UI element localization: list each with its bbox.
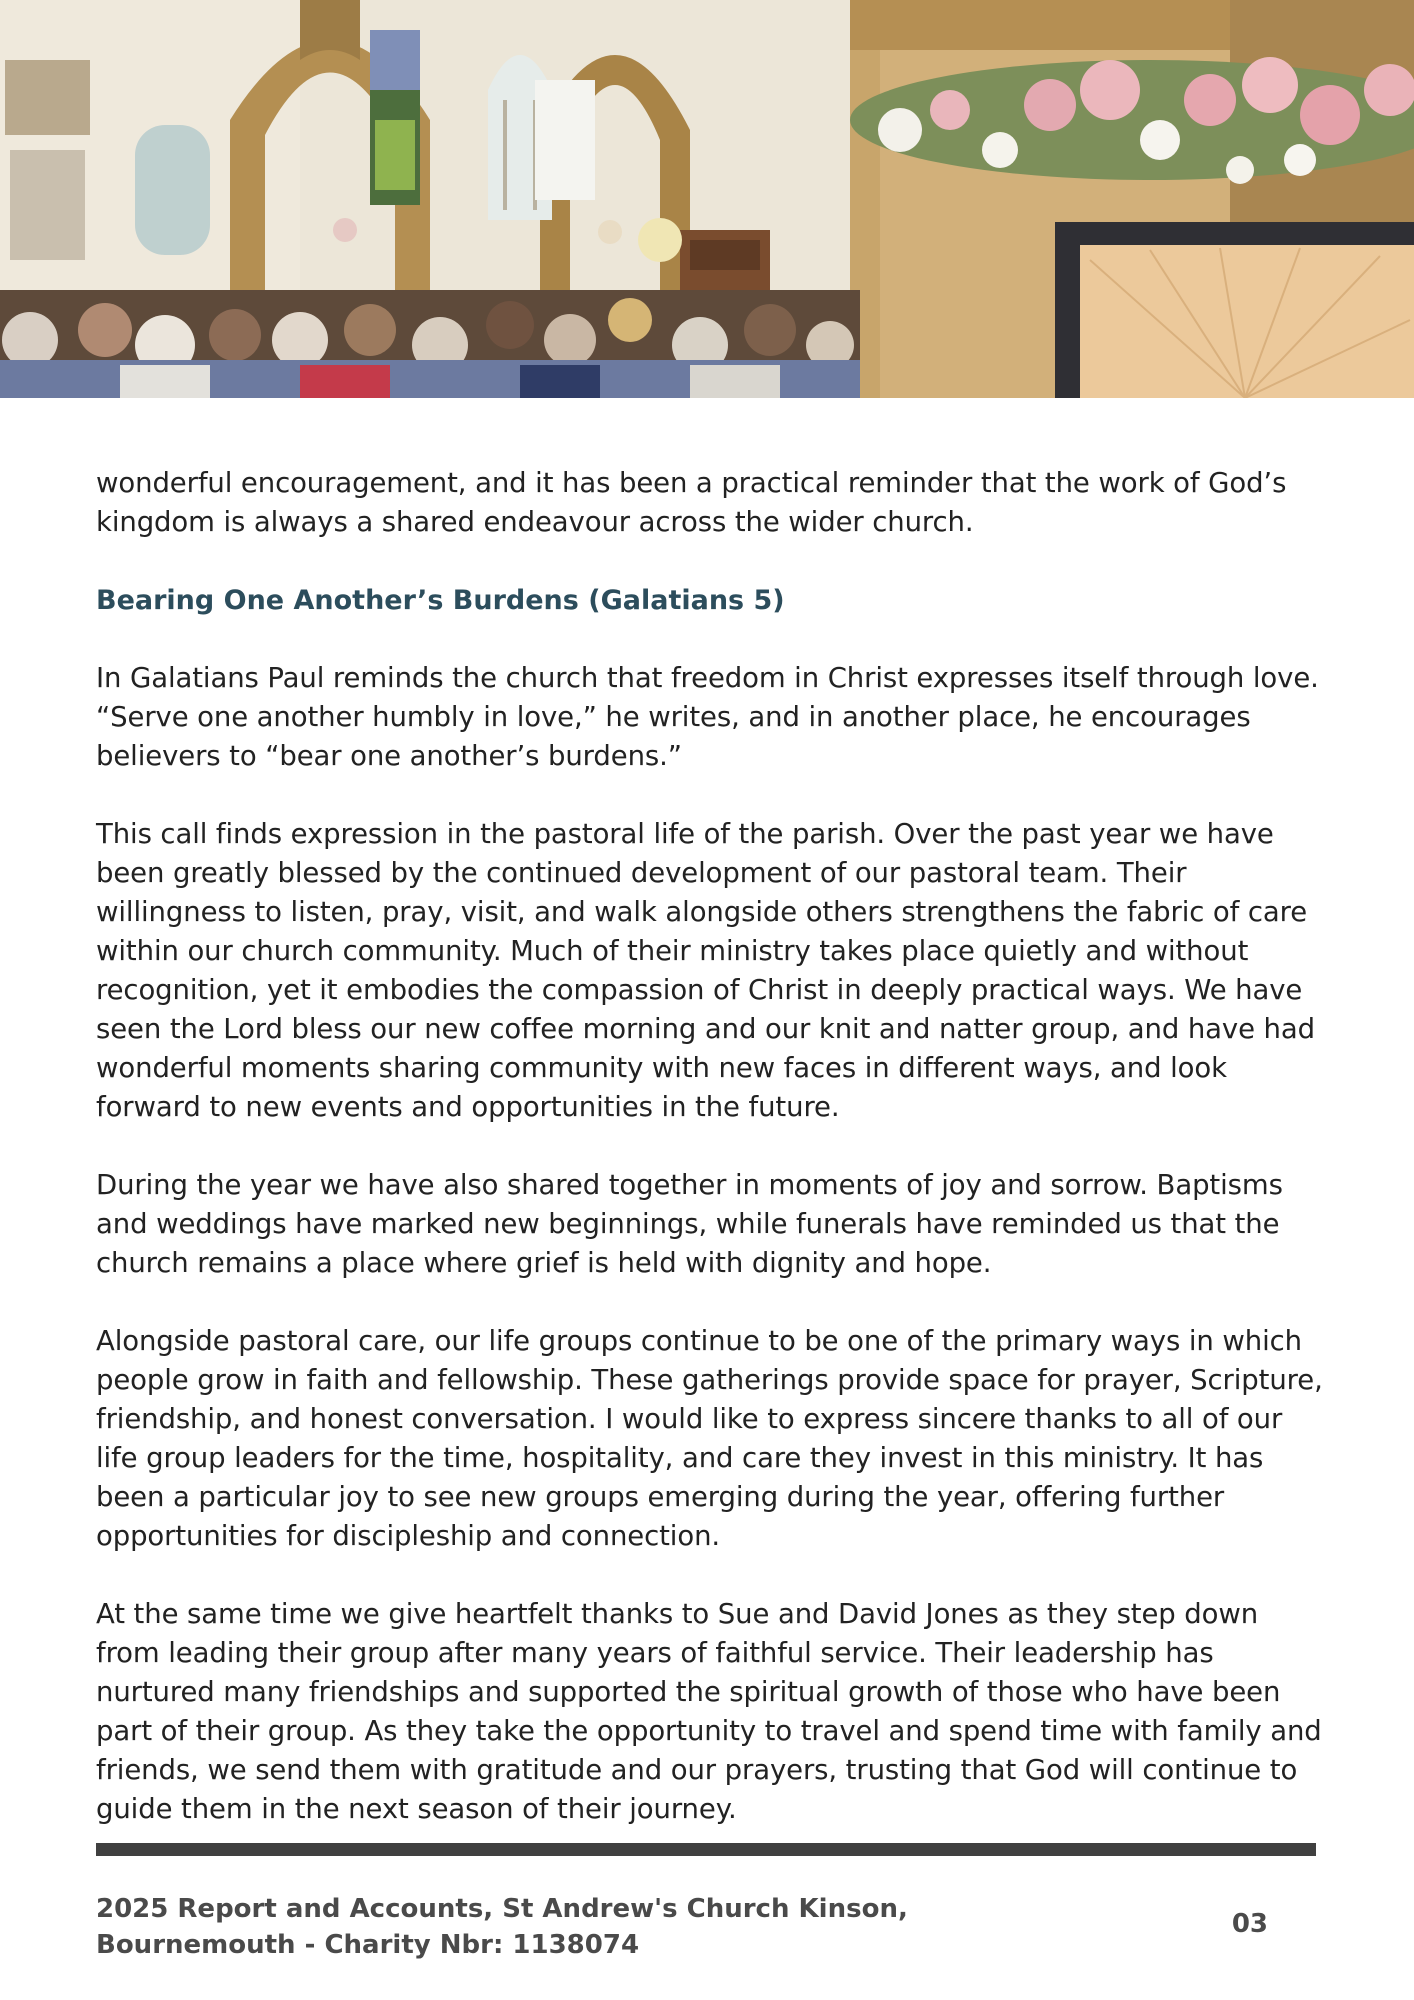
body-paragraph: Alongside pastoral care, our life groups continue to be one of the primary ways in which people grow in faith and fellowship. These gatherings provide space for prayer, Scripture, friendship, and honest conversation. I would like to express sincere thanks to all of our life group leaders for the time, hospitality, and care they invest in this ministry. It has been a particular joy to see new groups emerging during the year, offering further opportunities for discipleship and connection. (96, 1325, 1323, 1552)
footer-line-2: Bournemouth - Charity Nbr: 1138074 (96, 1930, 640, 1960)
church-interior-photo (0, 0, 1414, 398)
page-number: 03 (1231, 1909, 1268, 1939)
body-paragraph: wonderful encouragement, and it has been a practical reminder that the work of God’s kingdom is always a shared endeavour across the wider church. (96, 467, 1287, 538)
body-paragraph: During the year we have also shared together in moments of joy and sorrow. Baptisms and weddings have marked new beginnings, while funerals have reminded us that the church remains a place where grief is held with dignity and hope. (96, 1169, 1283, 1279)
section-heading: Bearing One Another’s Burdens (Galatians 5) (96, 585, 785, 616)
body-paragraph: This call finds expression in the pastoral life of the parish. Over the past year we have been greatly blessed by the continued development of our pastoral team. Their willingness to listen, pray, visit, and walk alongside others strengthens the fabric of care within our church community. Much of their ministry takes place quietly and without recognition, yet it embodies the compassion of Christ in deeply practical ways. We have seen the Lord bless our new coffee morning and our knit and natter group, and have had wonderful moments sharing community with new faces in different ways, and look forward to new events and opportunities in the future. (96, 818, 1315, 1123)
body-paragraph: At the same time we give heartfelt thanks to Sue and David Jones as they step down from leading their group after many years of faithful service. Their leadership has nurtured many friendships and supported the spiritual growth of those who have been part of their group. As they take the opportunity to travel and spend time with family and friends, we send them with gratitude and our prayers, trusting that God will continue to guide them in the next season of their journey. (96, 1598, 1322, 1825)
main-text (96, 464, 1326, 1829)
footer-divider (96, 1843, 1316, 1856)
footer-report-title (96, 1891, 996, 1963)
body-paragraph: In Galatians Paul reminds the church that freedom in Christ expresses itself through love. “Serve one another humbly in love,” he writes, and in another place, he encourages believers to “bear one another’s burdens.” (96, 662, 1319, 772)
footer-line-1: 2025 Report and Accounts, St Andrew's Church Kinson, (96, 1894, 908, 1924)
